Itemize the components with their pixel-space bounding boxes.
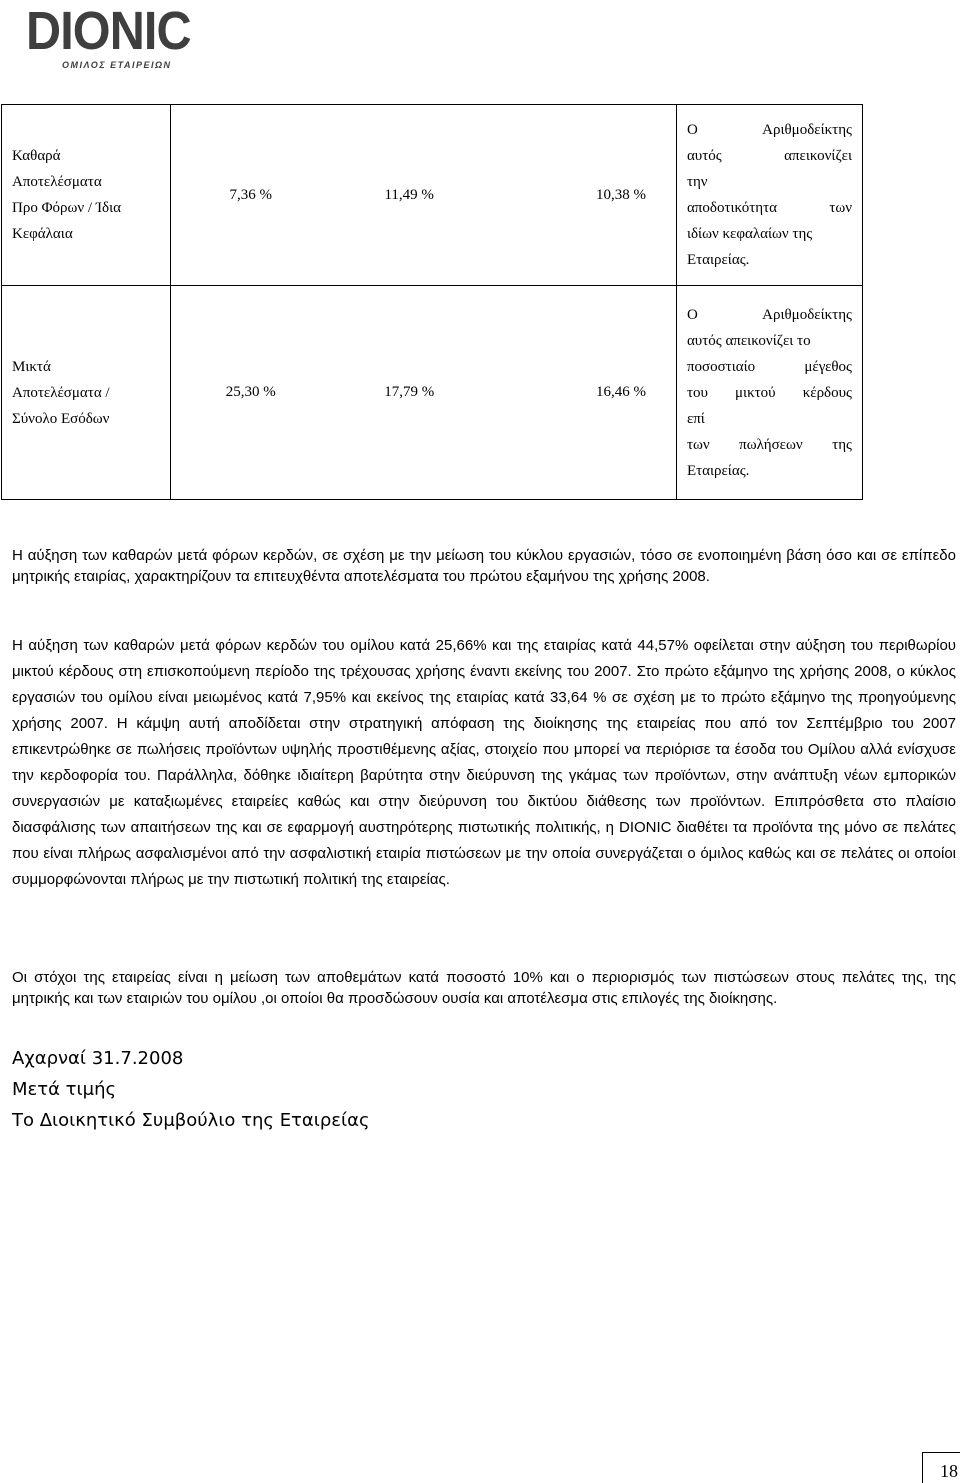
ratio-description-cell [676,286,862,500]
ratio-description-line: Ο Αριθμοδείκτης [686,306,852,323]
page-number: 18 [922,1452,960,1483]
ratio-description-line: Εταιρείας. [686,252,750,268]
ratio-description-line: των πωλήσεων της [686,436,852,453]
ratio-description-line: ιδίων κεφαλαίων της [686,226,813,242]
signature-block [12,1043,370,1136]
ratio-name-line: Αποτελέσματα [12,174,102,190]
logo-subtitle: ΟΜΙΛΟΣ ΕΤΑΙΡΕΙΩΝ [62,60,172,70]
ratio-name-line: Σύνολο Εσόδων [12,410,110,427]
ratios-table [1,104,863,500]
ratio-description-line: αποδοτικότητα των [686,200,852,216]
ratio-value-cell: 11,49 % [331,105,488,286]
ratio-value-cell: 16,46 % [488,286,677,500]
ratio-name-line: Αποτελέσματα / [12,384,110,401]
ratio-description-line: του μικτού κέρδους [686,384,852,401]
ratio-name-cell [2,286,171,500]
ratio-description-line: αυτός απεικονίζει το [686,332,811,349]
ratio-value-cell: 7,36 % [170,105,331,286]
ratio-description-line: Ο Αριθμοδείκτης [686,122,852,138]
ratio-value-cell: 10,38 % [488,105,677,286]
ratio-name-line: Καθαρά [12,148,61,164]
ratio-name-line: Μικτά [12,358,51,375]
ratio-description-cell [676,105,862,286]
paragraph-results-summary: Η αύξηση των καθαρών μετά φόρων κερδών, σε σχέση με την μείωση του κύκλου εργασιών, τόσο σε ενοποιημένη βάση όσο και σε επίπεδο μητρικής εταιρίας, χαρακτηρίζουν τα επιτευχθέντα αποτελέσματα του πρώτου εξαμήνου της χρήσης 2008. [12,547,956,585]
dionic-logo [26,1,206,74]
ratio-value-cell: 17,79 % [331,286,488,500]
table-row [2,286,863,500]
table-row [2,105,863,286]
place-date: Αχαρναί 31.7.2008 [12,1048,184,1069]
ratio-value-cell: 25,30 % [170,286,331,500]
ratio-description-line: επί [686,410,705,427]
ratio-name-cell [2,105,171,286]
ratio-name-line: Κεφάλαια [12,226,73,242]
ratio-description-line: Εταιρείας. [686,462,750,479]
closing-regards: Μετά τιμής [12,1079,117,1100]
paragraph-company-goals: Οι στόχοι της εταιρείας είναι η μείωση των αποθεμάτων κατά ποσοστό 10% και ο περιορισμός των πιστώσεων στους πελάτες της, της μητρικής και των εταιριών του ομίλου ,οι οποίοι θα προσδώσουν ουσία και αποτέλεσμα στις επιλογές της διοίκησης. [12,969,956,1007]
signer: Το Διοικητικό Συμβούλιο της Εταιρείας [12,1110,370,1131]
ratio-description-line: ποσοστιαίο μέγεθος [686,358,852,375]
ratio-description-line: την [686,174,708,190]
ratio-name-line: Προ Φόρων / Ίδια [12,200,121,216]
paragraph-profit-analysis: Η αύξηση των καθαρών μετά φόρων κερδών του ομίλου κατά 25,66% και της εταιρίας κατά 44,57% οφείλεται στην αύξηση του περιθωρίου μικτού κέρδους στη επισκοπούμενη περίοδο της τρέχουσας χρήσης έναντι εκείνης του 2007. Στο πρώτο εξάμηνο της χρήσης 2008, ο κύκλος εργασιών του ομίλου είναι μειωμένος κατά 7,95% και εκείνος της εταιρίας κατά 33,64 % σε σχέση με το πρώτο εξάμηνο της προηγούμενης χρήσης 2007. Η κάμψη αυτή αποδίδεται στην στρατηγική απόφαση της διοίκησης της εταιρείας που από τον Σεπτέμβριο του 2007 επικεντρώθηκε σε πωλήσεις προϊόντων υψηλής προστιθέμενης αξίας, στοιχείο που μπορεί να περιόρισε τα έσοδα του Ομίλου αλλά ενίσχυσε την κερδοφορία του. Παράλληλα, δόθηκε ιδιαίτερη βαρύτητα στην διεύρυνση της γκάμας των προϊόντων, στην ανάπτυξη νέων εμπορικών συνεργασιών με καταξιωμένες εταιρείες καθώς και στην διεύρυνση του δικτύου διάθεσης των προϊόντων. Επιπρόσθετα στο πλαίσιο διασφάλισης των απαιτήσεων της και σε εφαρμογή αυστηρότερης πιστωτικής πολιτικής, η DIONIC διαθέτει τα προϊόντα της μόνο σε πελάτες που είναι πλήρως ασφαλισμένοι από την ασφαλιστική εταιρία πιστώσεων με την οποία συνεργάζεται ο όμιλος καθώς και σε πελάτες οι οποίοι συμμορφώνονται πλήρως με την πιστωτική πολιτική της εταιρείας. [12,637,956,888]
logo-wordmark: DIONIC [26,1,191,61]
ratio-description-line: αυτός απεικονίζει [686,148,852,164]
